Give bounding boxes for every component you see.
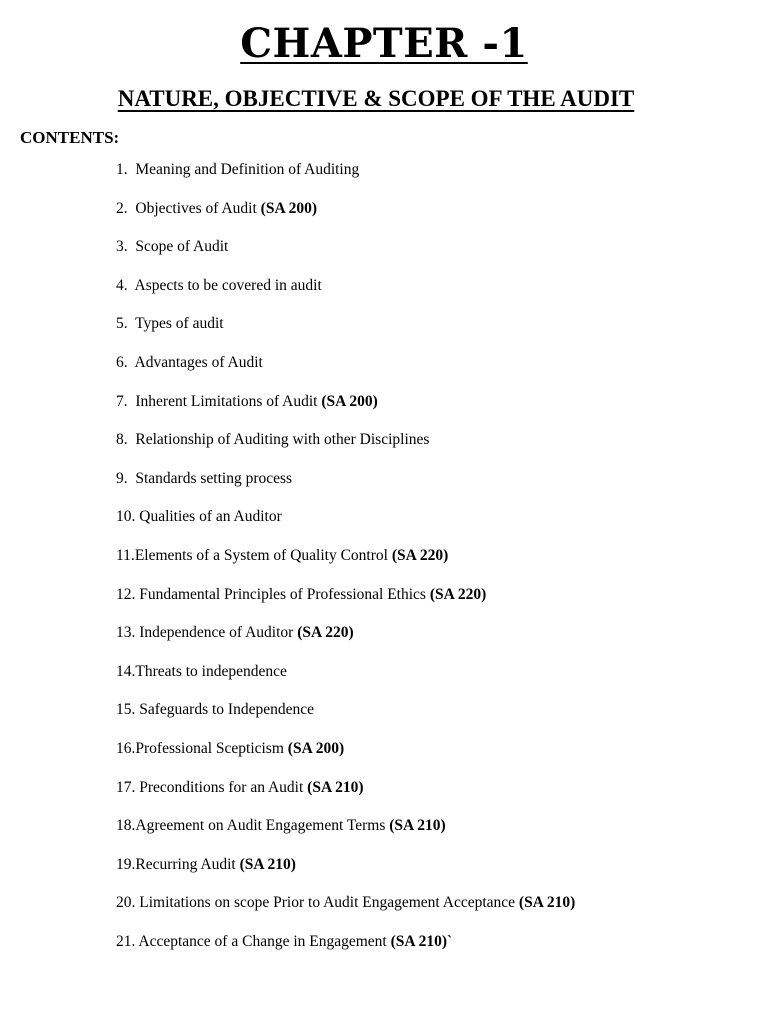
toc-item-number: 5. bbox=[116, 315, 128, 333]
chapter-subtitle: NATURE, OBJECTIVE & SCOPE OF THE AUDIT bbox=[117, 86, 635, 111]
toc-item bbox=[116, 233, 575, 272]
toc-item bbox=[116, 619, 575, 658]
toc-item bbox=[116, 696, 575, 735]
toc-item-text: Advantages of Audit bbox=[134, 353, 263, 371]
toc-item-text: Types of audit bbox=[135, 315, 224, 333]
toc-item-number: 15. bbox=[116, 701, 136, 719]
toc-item-text: Independence of Auditor bbox=[139, 624, 294, 642]
toc-item-number: 14. bbox=[116, 662, 136, 680]
toc-item-number: 19. bbox=[116, 855, 136, 873]
toc-item-text: Inherent Limitations of Audit bbox=[135, 392, 318, 410]
toc-item-text: Relationship of Auditing with other Disciplines bbox=[135, 431, 430, 449]
toc-item bbox=[116, 581, 575, 620]
toc-item-number: 20. bbox=[116, 894, 136, 912]
toc-item bbox=[116, 774, 575, 813]
toc-item-text: Recurring Audit bbox=[135, 855, 236, 873]
toc-item bbox=[116, 426, 575, 465]
toc-item bbox=[116, 310, 575, 349]
toc-item-text: Threats to independence bbox=[135, 662, 287, 680]
toc-item-number: 8. bbox=[116, 431, 128, 449]
contents-label: CONTENTS: bbox=[20, 128, 120, 147]
toc-item-standard-ref: (SA 210) bbox=[518, 894, 576, 912]
toc-item-number: 7. bbox=[116, 392, 128, 410]
toc-item bbox=[116, 928, 575, 967]
toc-item-standard-ref: (SA 220) bbox=[391, 546, 449, 564]
toc-item bbox=[116, 156, 575, 195]
toc-item-text: Limitations on scope Prior to Audit Engagement Acceptance bbox=[139, 894, 516, 912]
toc-item-standard-ref: (SA 220) bbox=[429, 585, 487, 603]
toc-item-number: 3. bbox=[116, 238, 128, 256]
toc-item-text: Standards setting process bbox=[135, 469, 293, 487]
toc-item-text: Elements of a System of Quality Control bbox=[134, 546, 388, 564]
toc-item-text: Preconditions for an Audit bbox=[139, 778, 304, 796]
toc-item-number: 1. bbox=[116, 161, 128, 178]
toc-item-text: Fundamental Principles of Professional Ethics bbox=[139, 585, 426, 603]
toc-item-number: 13. bbox=[116, 624, 136, 642]
toc-item-text: Aspects to be covered in audit bbox=[134, 276, 322, 294]
toc-item-standard-ref: (SA 200) bbox=[321, 392, 378, 410]
toc-item-text: Scope of Audit bbox=[135, 238, 229, 256]
toc-item bbox=[116, 851, 575, 890]
toc-item bbox=[116, 503, 575, 542]
toc-item-number: 10. bbox=[116, 508, 136, 526]
toc-item bbox=[116, 349, 575, 388]
toc-item bbox=[116, 388, 575, 427]
toc-item-text: Acceptance of a Change in Engagement bbox=[138, 932, 387, 950]
toc-item-standard-ref: (SA 200) bbox=[260, 199, 318, 217]
toc-item-number: 4. bbox=[116, 276, 128, 294]
toc-item-text: Professional Scepticism bbox=[135, 739, 284, 757]
toc-item bbox=[116, 658, 575, 697]
toc-item-standard-ref: (SA 210) bbox=[239, 855, 296, 873]
toc-item bbox=[116, 272, 575, 311]
toc-item bbox=[116, 465, 575, 504]
toc-item-standard-ref: (SA 210) bbox=[307, 778, 364, 796]
toc-item-gap bbox=[128, 277, 135, 294]
toc-item-text: Safeguards to Independence bbox=[139, 701, 314, 719]
toc-item-gap bbox=[128, 315, 135, 332]
toc-item-number: 17. bbox=[116, 778, 136, 796]
toc-item-text: Meaning and Definition of Auditing bbox=[135, 161, 360, 178]
toc-item-text: Agreement on Audit Engagement Terms bbox=[135, 817, 386, 835]
toc-item bbox=[116, 889, 575, 928]
toc-item-standard-ref: (SA 200) bbox=[287, 739, 345, 757]
toc-item-number: 9. bbox=[116, 469, 128, 487]
table-of-contents bbox=[116, 156, 575, 966]
toc-item-number: 12. bbox=[116, 585, 136, 603]
toc-item bbox=[116, 812, 575, 851]
toc-item-number: 18. bbox=[116, 817, 136, 835]
chapter-title: CHAPTER -1 bbox=[240, 20, 528, 67]
toc-item-number: 6. bbox=[116, 353, 128, 371]
toc-item bbox=[116, 195, 575, 234]
toc-item-number: 16. bbox=[116, 739, 136, 757]
toc-item-number: 11. bbox=[116, 546, 135, 564]
toc-item-text: Qualities of an Auditor bbox=[139, 508, 282, 526]
toc-item bbox=[116, 735, 575, 774]
toc-item bbox=[116, 542, 575, 581]
toc-item-gap bbox=[128, 354, 135, 371]
toc-item-text: Objectives of Audit bbox=[135, 199, 257, 217]
toc-item-number: 21. bbox=[116, 932, 136, 950]
toc-item-standard-ref: (SA 220) bbox=[297, 624, 354, 642]
toc-item-standard-ref: (SA 210) bbox=[389, 817, 446, 835]
toc-item-number: 2. bbox=[116, 199, 128, 217]
toc-item-standard-ref: (SA 210)` bbox=[390, 932, 453, 950]
